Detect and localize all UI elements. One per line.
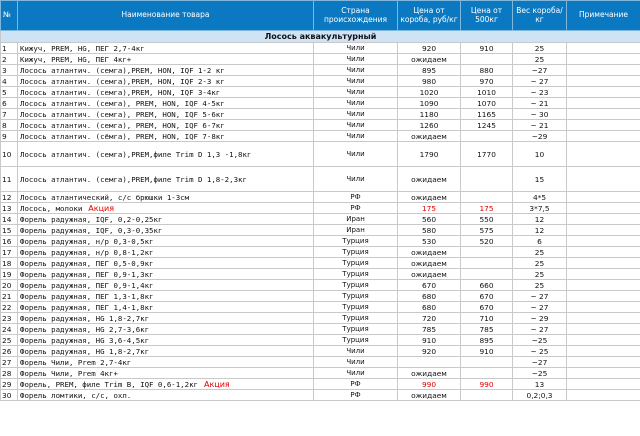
product-name-text: Форель радужная, ПЕГ 1,4-1,8кг <box>20 302 154 312</box>
box-weight: ~ 21 <box>513 120 567 131</box>
table-row <box>1 192 640 203</box>
box-weight: ~ 27 <box>513 302 567 313</box>
price-per-box: 1260 <box>398 120 461 131</box>
row-number: 1 <box>1 43 18 54</box>
product-name-text: Форель Чили, Prem 2,7-4кг <box>20 357 132 367</box>
row-note <box>567 167 640 192</box>
price-from-500kg: 970 <box>461 76 513 87</box>
price-from-500kg <box>461 167 513 192</box>
price-per-box: 1790 <box>398 142 461 167</box>
price-from-500kg <box>461 368 513 379</box>
product-name-text: Лосось атлантич. (сёмга), PREM, HON, IQF 7-8кг <box>20 131 225 141</box>
table-row <box>1 43 640 54</box>
row-note <box>567 214 640 225</box>
product-name <box>18 98 314 109</box>
origin-country: Чили <box>314 357 398 368</box>
price-from-500kg: 1245 <box>461 120 513 131</box>
row-note <box>567 142 640 167</box>
row-note <box>567 236 640 247</box>
price-per-box: 910 <box>398 335 461 346</box>
product-name-text: Форель радужная, ПЕГ 1,3-1,8кг <box>20 291 154 301</box>
box-weight: 15 <box>513 167 567 192</box>
row-note <box>567 280 640 291</box>
origin-country: Чили <box>314 87 398 98</box>
row-note <box>567 109 640 120</box>
product-name <box>18 214 314 225</box>
box-weight: ~29 <box>513 131 567 142</box>
product-name <box>18 346 314 357</box>
product-name <box>18 324 314 335</box>
origin-country: Чили <box>314 142 398 167</box>
price-per-box: 720 <box>398 313 461 324</box>
origin-country: Турция <box>314 247 398 258</box>
product-name <box>18 247 314 258</box>
price-per-box: 1020 <box>398 87 461 98</box>
box-weight: 13 <box>513 379 567 390</box>
price-per-box: ожидаем <box>398 192 461 203</box>
origin-country: Иран <box>314 214 398 225</box>
origin-country: Чили <box>314 54 398 65</box>
table-row <box>1 269 640 280</box>
product-name <box>18 87 314 98</box>
origin-country: Чили <box>314 167 398 192</box>
row-number: 27 <box>1 357 18 368</box>
box-weight: 25 <box>513 269 567 280</box>
row-number: 10 <box>1 142 18 167</box>
price-per-box: 980 <box>398 76 461 87</box>
product-name-text: Лосось атлантич. (семга),PREM,филе Trim D 1,3 -1,8кг <box>20 149 252 159</box>
price-per-box: 175 <box>398 203 461 214</box>
row-note <box>567 98 640 109</box>
table-row <box>1 335 640 346</box>
row-note <box>567 87 640 98</box>
row-note <box>567 324 640 335</box>
box-weight: ~ 21 <box>513 98 567 109</box>
origin-country: РФ <box>314 192 398 203</box>
price-from-500kg <box>461 192 513 203</box>
row-number: 4 <box>1 76 18 87</box>
price-per-box: ожидаем <box>398 258 461 269</box>
product-name <box>18 368 314 379</box>
origin-country: Чили <box>314 346 398 357</box>
origin-country: РФ <box>314 390 398 401</box>
row-note <box>567 65 640 76</box>
box-weight: ~27 <box>513 65 567 76</box>
table-row <box>1 247 640 258</box>
table-row <box>1 313 640 324</box>
price-per-box: 1090 <box>398 98 461 109</box>
table-row <box>1 65 640 76</box>
price-from-500kg: 895 <box>461 335 513 346</box>
section-row <box>1 31 640 43</box>
price-per-box: 670 <box>398 280 461 291</box>
row-note <box>567 225 640 236</box>
product-name-text: Форель радужная, IQF, 0,3-0,35кг <box>20 225 163 235</box>
price-from-500kg: 1070 <box>461 98 513 109</box>
box-weight: 25 <box>513 54 567 65</box>
origin-country: Турция <box>314 291 398 302</box>
price-from-500kg: 575 <box>461 225 513 236</box>
price-per-box: 895 <box>398 65 461 76</box>
product-name <box>18 131 314 142</box>
row-number: 12 <box>1 192 18 203</box>
origin-country: Турция <box>314 313 398 324</box>
table-row <box>1 131 640 142</box>
row-note <box>567 368 640 379</box>
row-note <box>567 120 640 131</box>
product-name <box>18 43 314 54</box>
table-row <box>1 203 640 214</box>
product-name <box>18 291 314 302</box>
origin-country: Чили <box>314 120 398 131</box>
origin-country: РФ <box>314 203 398 214</box>
product-name-text: Лосось атлантич. (семга),PREM,филе Trim D 1,8-2,3кг <box>20 174 247 184</box>
product-name-text: Кижуч, PREM, HG, ПЕГ 4кг+ <box>20 54 132 64</box>
product-name <box>18 192 314 203</box>
table-row <box>1 142 640 167</box>
product-name-text: Форель радужная, ПЕГ 0,9-1,4кг <box>20 280 154 290</box>
product-name <box>18 120 314 131</box>
row-number: 23 <box>1 313 18 324</box>
product-name <box>18 76 314 87</box>
origin-country: Турция <box>314 335 398 346</box>
box-weight: ~ 27 <box>513 76 567 87</box>
product-name-text: Форель, PREM, филе Trim B, IQF 0,6-1,2кг <box>20 379 198 389</box>
price-from-500kg: 520 <box>461 236 513 247</box>
table-row <box>1 167 640 192</box>
header-name: Наименование товара <box>18 1 314 31</box>
row-number: 6 <box>1 98 18 109</box>
price-per-box <box>398 357 461 368</box>
row-number: 5 <box>1 87 18 98</box>
row-number: 20 <box>1 280 18 291</box>
row-number: 9 <box>1 131 18 142</box>
origin-country: Турция <box>314 324 398 335</box>
price-from-500kg <box>461 131 513 142</box>
promo-badge: Акция <box>88 203 115 213</box>
table-row <box>1 346 640 357</box>
price-per-box: 990 <box>398 379 461 390</box>
product-name-text: Лосось атлантич. (семга),PREM, HON, IQF 3-4кг <box>20 87 221 97</box>
product-name-text: Форель радужная, ПЕГ 0,5-0,9кг <box>20 258 154 268</box>
table-row <box>1 109 640 120</box>
box-weight: ~25 <box>513 368 567 379</box>
row-note <box>567 54 640 65</box>
row-number: 8 <box>1 120 18 131</box>
row-number: 24 <box>1 324 18 335</box>
product-name-text: Лосось атлантический, с/с брюшки 1-3см <box>20 192 190 202</box>
table-row <box>1 379 640 390</box>
box-weight: 25 <box>513 258 567 269</box>
box-weight: ~27 <box>513 357 567 368</box>
row-number: 28 <box>1 368 18 379</box>
product-name <box>18 379 314 390</box>
row-note <box>567 43 640 54</box>
product-name-text: Форель радужная, HG 1,8-2,7кг <box>20 346 150 356</box>
price-from-500kg: 1010 <box>461 87 513 98</box>
row-number: 26 <box>1 346 18 357</box>
product-name-text: Форель радужная, ПЕГ 0,9-1,3кг <box>20 269 154 279</box>
price-from-500kg <box>461 357 513 368</box>
product-name <box>18 269 314 280</box>
table-row <box>1 390 640 401</box>
header-box-weight: Вес короба/кг <box>513 1 567 31</box>
price-from-500kg: 550 <box>461 214 513 225</box>
product-name <box>18 65 314 76</box>
price-from-500kg <box>461 247 513 258</box>
table-row <box>1 120 640 131</box>
product-name-text: Лосось атлантич. (семга),PREM, HON, IQF 2-3 кг <box>20 76 225 86</box>
table-row <box>1 54 640 65</box>
box-weight: ~ 25 <box>513 346 567 357</box>
row-number: 15 <box>1 225 18 236</box>
row-note <box>567 390 640 401</box>
box-weight: 12 <box>513 214 567 225</box>
price-per-box: ожидаем <box>398 269 461 280</box>
table-row <box>1 302 640 313</box>
table-row <box>1 357 640 368</box>
price-from-500kg: 1770 <box>461 142 513 167</box>
origin-country: Чили <box>314 368 398 379</box>
price-per-box: 680 <box>398 302 461 313</box>
box-weight: 10 <box>513 142 567 167</box>
row-number: 2 <box>1 54 18 65</box>
table-row <box>1 87 640 98</box>
product-name <box>18 142 314 167</box>
box-weight: 12 <box>513 225 567 236</box>
product-name-text: Лосось атлантич. (семга),PREM, HON, IQF 1-2 кг <box>20 65 225 75</box>
origin-country: Турция <box>314 280 398 291</box>
price-per-box: 560 <box>398 214 461 225</box>
header-num: № <box>1 1 18 31</box>
row-number: 13 <box>1 203 18 214</box>
price-from-500kg <box>461 258 513 269</box>
origin-country: РФ <box>314 379 398 390</box>
table-row <box>1 214 640 225</box>
table-row <box>1 98 640 109</box>
row-note <box>567 203 640 214</box>
row-note <box>567 192 640 203</box>
product-name-text: Форель ломтики, с/с, охл. <box>20 390 132 400</box>
box-weight: ~ 23 <box>513 87 567 98</box>
box-weight: 25 <box>513 280 567 291</box>
section-title: Лосось аквакультурный <box>1 31 640 43</box>
price-from-500kg <box>461 54 513 65</box>
box-weight: 4*5 <box>513 192 567 203</box>
table-row <box>1 258 640 269</box>
product-name <box>18 203 314 214</box>
price-from-500kg: 910 <box>461 346 513 357</box>
product-name-text: Форель радужная, HG 1,8-2,7кг <box>20 313 150 323</box>
origin-country: Иран <box>314 225 398 236</box>
price-from-500kg: 710 <box>461 313 513 324</box>
table-row <box>1 225 640 236</box>
product-name <box>18 109 314 120</box>
origin-country: Чили <box>314 131 398 142</box>
origin-country: Чили <box>314 98 398 109</box>
row-number: 7 <box>1 109 18 120</box>
row-number: 14 <box>1 214 18 225</box>
header-row <box>1 1 640 31</box>
row-number: 16 <box>1 236 18 247</box>
row-note <box>567 247 640 258</box>
origin-country: Чили <box>314 43 398 54</box>
row-number: 29 <box>1 379 18 390</box>
row-note <box>567 258 640 269</box>
price-from-500kg <box>461 390 513 401</box>
row-note <box>567 357 640 368</box>
product-name-text: Лосось атлантич. (семга), PREM, HON, IQF 5-6кг <box>20 109 225 119</box>
price-from-500kg: 990 <box>461 379 513 390</box>
price-per-box: ожидаем <box>398 390 461 401</box>
price-per-box: ожидаем <box>398 247 461 258</box>
price-per-box: 1180 <box>398 109 461 120</box>
row-number: 25 <box>1 335 18 346</box>
box-weight: ~ 27 <box>513 291 567 302</box>
product-name <box>18 167 314 192</box>
price-per-box: 580 <box>398 225 461 236</box>
product-name-text: Лосось атлантич. (семга), PREM, HON, IQF 4-5кг <box>20 98 225 108</box>
row-number: 19 <box>1 269 18 280</box>
product-name-text: Форель радужная, IQF, 0,2-0,25кг <box>20 214 163 224</box>
price-per-box: 920 <box>398 346 461 357</box>
box-weight: 3*7,5 <box>513 203 567 214</box>
origin-country: Чили <box>314 76 398 87</box>
box-weight: ~ 29 <box>513 313 567 324</box>
row-note <box>567 346 640 357</box>
product-name <box>18 236 314 247</box>
row-note <box>567 131 640 142</box>
product-name-text: Форель радужная, н/р 0,8-1,2кг <box>20 247 154 257</box>
origin-country: Чили <box>314 65 398 76</box>
row-number: 22 <box>1 302 18 313</box>
box-weight: 25 <box>513 247 567 258</box>
product-name-text: Лосось, молоки <box>20 203 83 213</box>
box-weight: 0,2;0,3 <box>513 390 567 401</box>
box-weight: ~ 27 <box>513 324 567 335</box>
price-per-box: ожидаем <box>398 54 461 65</box>
box-weight: ~25 <box>513 335 567 346</box>
header-price-box: Цена от короба, руб/кг <box>398 1 461 31</box>
header-price-500: Цена от 500кг <box>461 1 513 31</box>
table-row <box>1 368 640 379</box>
row-note <box>567 291 640 302</box>
price-per-box: 785 <box>398 324 461 335</box>
product-name <box>18 357 314 368</box>
product-name <box>18 258 314 269</box>
price-from-500kg: 670 <box>461 291 513 302</box>
header-note: Примечание <box>567 1 640 31</box>
product-name <box>18 390 314 401</box>
product-name-text: Форель радужная, HG 3,6-4,5кг <box>20 335 150 345</box>
row-note <box>567 269 640 280</box>
row-note <box>567 379 640 390</box>
promo-badge: Акция <box>203 379 230 389</box>
product-name <box>18 302 314 313</box>
price-from-500kg: 910 <box>461 43 513 54</box>
row-number: 11 <box>1 167 18 192</box>
price-per-box: 680 <box>398 291 461 302</box>
row-number: 17 <box>1 247 18 258</box>
price-per-box: ожидаем <box>398 131 461 142</box>
price-from-500kg: 175 <box>461 203 513 214</box>
table-row <box>1 280 640 291</box>
price-from-500kg: 785 <box>461 324 513 335</box>
price-from-500kg: 880 <box>461 65 513 76</box>
row-number: 21 <box>1 291 18 302</box>
product-name-text: Лосось атлантич. (семга), PREM, HON, IQF 6-7кг <box>20 120 225 130</box>
origin-country: Турция <box>314 302 398 313</box>
row-number: 30 <box>1 390 18 401</box>
origin-country: Чили <box>314 109 398 120</box>
price-from-500kg: 1165 <box>461 109 513 120</box>
price-per-box: ожидаем <box>398 368 461 379</box>
price-per-box: 920 <box>398 43 461 54</box>
price-from-500kg: 660 <box>461 280 513 291</box>
product-name <box>18 225 314 236</box>
table-row <box>1 324 640 335</box>
row-number: 3 <box>1 65 18 76</box>
row-note <box>567 313 640 324</box>
product-name-text: Форель радужная, HG 2,7-3,6кг <box>20 324 150 334</box>
row-note <box>567 302 640 313</box>
row-note <box>567 76 640 87</box>
box-weight: ~ 30 <box>513 109 567 120</box>
row-number: 18 <box>1 258 18 269</box>
product-name-text: Кижуч, PREM, HG, ПЕГ 2,7-4кг <box>20 43 145 53</box>
origin-country: Турция <box>314 236 398 247</box>
price-from-500kg <box>461 269 513 280</box>
row-note <box>567 335 640 346</box>
product-name <box>18 54 314 65</box>
product-name <box>18 280 314 291</box>
product-name <box>18 313 314 324</box>
table-row <box>1 76 640 87</box>
price-per-box: 530 <box>398 236 461 247</box>
box-weight: 6 <box>513 236 567 247</box>
product-name-text: Форель радужная, н/р 0,3-0,5кг <box>20 236 154 246</box>
price-per-box: ожидаем <box>398 167 461 192</box>
table-row <box>1 291 640 302</box>
table-row <box>1 236 640 247</box>
header-country: Страна происхождения <box>314 1 398 31</box>
price-from-500kg: 670 <box>461 302 513 313</box>
box-weight: 25 <box>513 43 567 54</box>
origin-country: Турция <box>314 269 398 280</box>
product-name-text: Форель Чили, Prem 4кг+ <box>20 368 118 378</box>
origin-country: Турция <box>314 258 398 269</box>
product-name <box>18 335 314 346</box>
